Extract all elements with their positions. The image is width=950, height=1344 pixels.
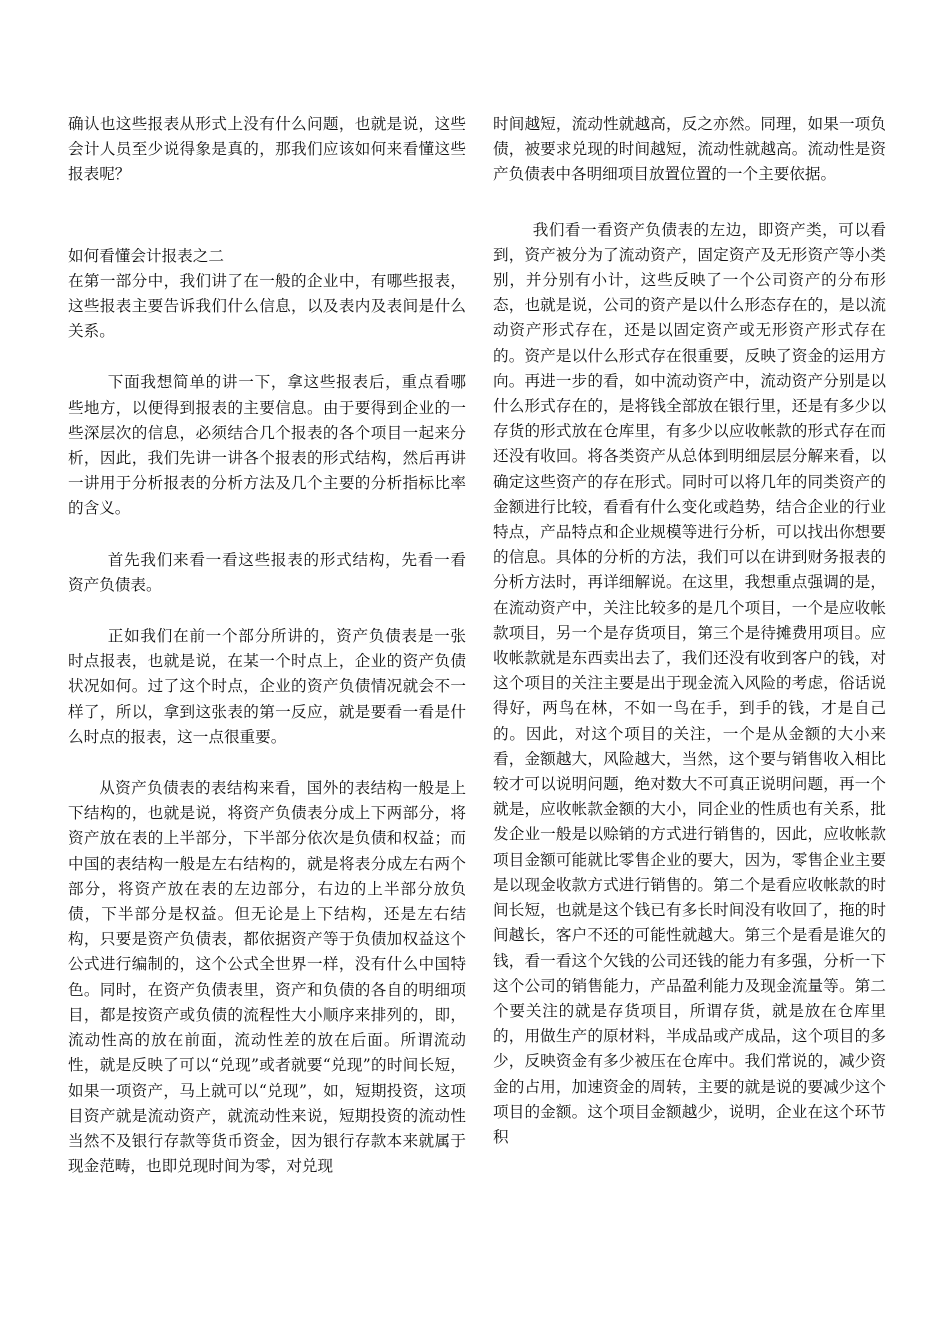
paragraph-spacer [68, 344, 466, 370]
paragraph-5: 从资产负债表的表结构来看，国外的表结构一般是上下结构的，也就是说，将资产负债表分成上下两部分，将资产放在表的上半部分，下半部分依次是负债和权益；而中国的表结构一般是左右结构的，就是将表分成左右两个部分，将资产放在表的左边部分，右边的上半部分放负债，下半部分是权益。但无论是上下结构，还是左右结构，只要是资产负债表，都依据资产等于负债加权益这个公式进行编制的，这个公式全世界一样，没有什么中国特色。同时，在资产负债表里，资产和负债的各自的明细项目，都是按资产或负债的流程性大小顺序来排列的，即，流动性高的放在前面，流动性差的放在后面。所谓流动性，就是反映了可以“兑现”或者就要“兑现”的时间长短，如果一项资产，马上就可以“兑现”，如，短期投资，这项目资产就是流动资产，就流动性来说，短期投资的流动性当然不及银行存款等货币资金，因为银行存款本来就属于现金范畴，也即兑现时间为零，对兑现 [68, 779, 466, 1176]
paragraph-6: 我们看一看资产负债表的左边，即资产类，可以看到，资产被分为了流动资产，固定资产及无形资产等小类别，并分别有小计，这些反映了一个公司资产的分布形态，也就是说，公司的资产是以什么形态存在的，是以流动资产形式存在，还是以固定资产或无形资产形式存在的。资产是以什么形式存在很重要，反映了资金的运用方向。再进一步的看，如中流动资产中，流动资产分别是以什么形式存在的，是将钱全部放在银行里，还是有多少以存货的形式放在仓库里，有多少以应收帐款的形式存在而还没有收回。将各类资产从总体到明细层层分解来看，以确定这些资产的存在形式。同时可以将几年的同类资产的金额进行比较，看看有什么变化或趋势，结合企业的行业特点，产品特点和企业规模等进行分析，可以找出你想要的信息。具体的分析的方法，我们可以在讲到财务报表的分析方法时，再详细解说。在这里，我想重点强调的是，在流动资产中，关注比较多的是几个项目，一个是应收帐款项目，另一个是存货项目，第三个是待摊费用项目。应收帐款就是东西卖出去了，我们还没有收到客户的钱，对这个项目的关注主要是出于现金流入风险的考虑，俗话说得好，两鸟在林，不如一鸟在手，到手的钱，才是自己的。因此，对这个项目的关注，一个是从金额的大小来看，金额越大，风险越大，当然，这个要与销售收入相比较才可以说明问题，绝对数大不可真正说明问题，再一个就是，应收帐款金额的大小，同企业的性质也有关系，批发企业一般是以赊销的方式进行销售的，因此，应收帐款项目金额可能就比零售企业的要大，因为，零售企业主要是以现金收款方式进行销售的。第二个是看应收帐款的时间长短，也就是这个钱已有多长时间没有收回了，拖的时间越长，客户不还的可能性就越大。第三个是看是谁欠的钱，看一看这个欠钱的公司还钱的能力有多强，分析一下这个公司的销售能力，产品盈利能力及现金流量等。第二个要关注的就是存货项目，所谓存货，就是放在仓库里的，用做生产的原材料，半成品或产成品，这个项目的多少，反映资金有多少被压在仓库中。我们常说的，减少资金的占用，加速资金的周转，主要的就是说的要减少这个项目的金额。这个项目金额越少，说明，企业在这个环节积 [493, 220, 886, 1146]
left-column [68, 112, 466, 1179]
paragraph-spacer [68, 598, 466, 624]
paragraph-spacer [68, 188, 466, 244]
paragraph-1: 在第一部分中，我们讲了在一般的企业中，有哪些报表，这些报表主要告诉我们什么信息，以及表内及表间是什么关系。 [68, 271, 466, 341]
paragraph-spacer [493, 188, 886, 218]
right-column [493, 112, 886, 1150]
section-title: 如何看懂会计报表之二 [68, 246, 224, 265]
paragraph-spacer [68, 522, 466, 548]
paragraph-continued: 时间越短，流动性就越高，反之亦然。同理，如果一项负债，被要求兑现的时间越短，流动性就越高。流动性是资产负债表中各明细项目放置位置的一个主要依据。 [493, 115, 886, 184]
paragraph-2: 下面我想简单的讲一下，拿这些报表后，重点看哪些地方，以便得到报表的主要信息。由于要得到企业的一些深层次的信息，必须结合几个报表的各个项目一起来分析，因此，我们先讲一讲各个报表的形式结构，然后再讲一讲用于分析报表的分析方法及几个主要的分析指标比率的含义。 [68, 373, 466, 518]
paragraph-4: 正如我们在前一个部分所讲的，资产负债表是一张时点报表，也就是说，在某一个时点上，企业的资产负债状况如何。过了这个时点，企业的资产负债情况就会不一样了，所以，拿到这张表的第一反应，就是要看一看是什么时点的报表，这一点很重要。 [68, 627, 466, 746]
paragraph-spacer [68, 750, 466, 776]
paragraph-3: 首先我们来看一看这些报表的形式结构，先看一看资产负债表。 [68, 550, 466, 594]
paragraph-intro: 确认也这些报表从形式上没有什么问题，也就是说，这些会计人员至少说得象是真的，那我们应该如何来看懂这些报表呢？ [68, 115, 466, 184]
